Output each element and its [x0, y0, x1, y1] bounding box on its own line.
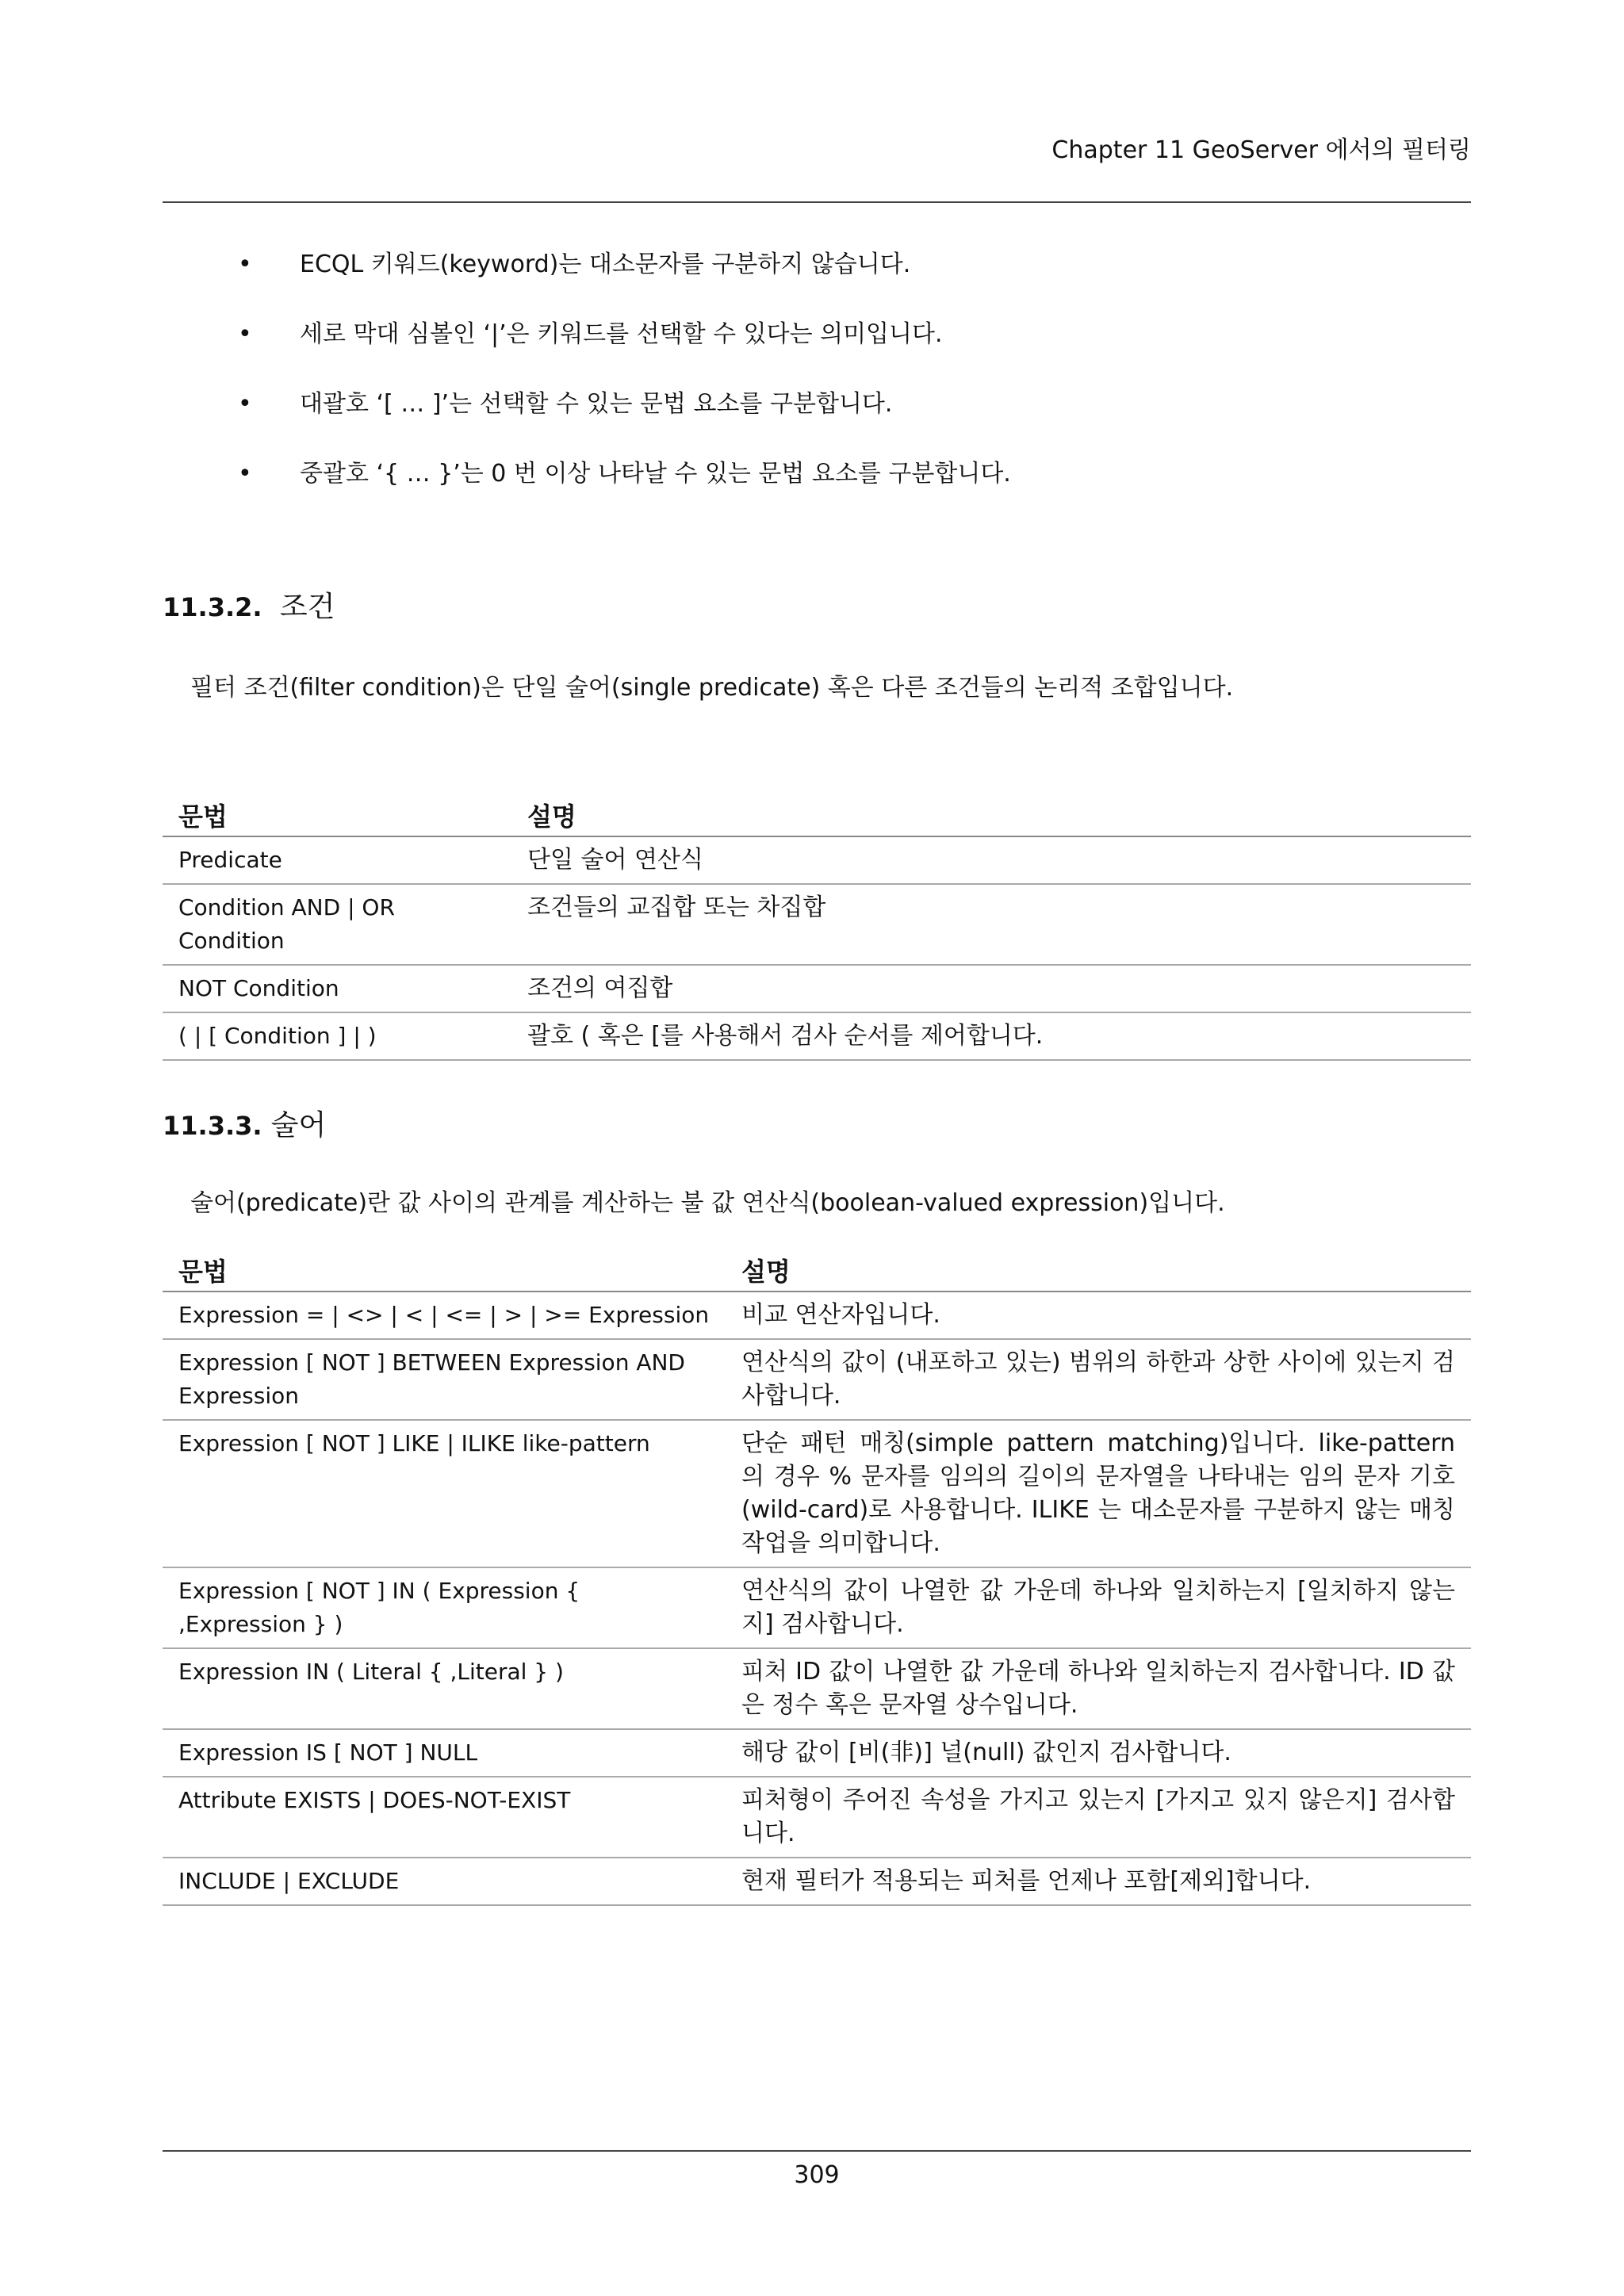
bullet-icon: •: [238, 460, 252, 488]
section-heading: 11.3.3. 술어: [163, 1109, 327, 1142]
table-row: [163, 1339, 1471, 1420]
list-item: • 세로 막대 심볼인 ‘|’은 키워드를 선택할 수 있다는 의미입니다.: [238, 316, 1427, 385]
table-row: [163, 1777, 1471, 1858]
description-cell: 해당 값이 [비(非)] 널(null) 값인지 검사합니다.: [726, 1729, 1471, 1777]
bullet-list: [238, 246, 1427, 525]
description-cell: 조건의 여집합: [511, 965, 1471, 1012]
syntax-cell: Condition AND | OR Condition: [163, 884, 511, 965]
predicate-syntax-table: [163, 1251, 1471, 1906]
list-item: • 대괄호 ‘[ … ]’는 선택할 수 있는 문법 요소를 구분합니다.: [238, 385, 1427, 455]
table-row: [163, 1567, 1471, 1648]
table-row: [163, 1420, 1471, 1567]
table-row: [163, 1729, 1471, 1777]
syntax-cell: Predicate: [163, 836, 511, 884]
description-cell: 단일 술어 연산식: [511, 836, 1471, 884]
table-row: [163, 965, 1471, 1012]
table-row: [163, 884, 1471, 965]
description-cell: 연산식의 값이 나열한 값 가운데 하나와 일치하는지 [일치하지 않는지] 검사합니다.: [726, 1567, 1471, 1648]
table-row: [163, 1292, 1471, 1339]
column-header: 설명: [511, 796, 1471, 836]
syntax-cell: Expression [ NOT ] BETWEEN Expression AND Expression: [163, 1339, 726, 1420]
syntax-cell: Attribute EXISTS | DOES-NOT-EXIST: [163, 1777, 726, 1858]
description-cell: 괄호 ( 혹은 [를 사용해서 검사 순서를 제어합니다.: [511, 1012, 1471, 1060]
table-header-row: [163, 796, 1471, 836]
page-header: [163, 135, 1471, 203]
description-cell: 연산식의 값이 (내포하고 있는) 범위의 하한과 상한 사이에 있는지 검사합니다.: [726, 1339, 1471, 1420]
table-row: [163, 836, 1471, 884]
syntax-cell: INCLUDE | EXCLUDE: [163, 1858, 726, 1905]
section-heading: 11.3.2. 조건: [163, 591, 335, 623]
bullet-icon: •: [238, 390, 252, 418]
table-row: [163, 1012, 1471, 1060]
bullet-icon: •: [238, 251, 252, 278]
syntax-cell: ( | [ Condition ] | ): [163, 1012, 511, 1060]
table-header-row: [163, 1251, 1471, 1292]
description-cell: 현재 필터가 적용되는 피처를 언제나 포함[제외]합니다.: [726, 1858, 1471, 1905]
condition-syntax-table: [163, 796, 1471, 1061]
page-footer: [163, 2150, 1471, 2189]
table-row: [163, 1858, 1471, 1905]
syntax-cell: Expression [ NOT ] LIKE | ILIKE like-pattern: [163, 1420, 726, 1567]
syntax-cell: Expression IN ( Literal { ,Literal } ): [163, 1648, 726, 1729]
description-cell: 피처형이 주어진 속성을 가지고 있는지 [가지고 있지 않은지] 검사합니다.: [726, 1777, 1471, 1858]
list-item: • ECQL 키워드(keyword)는 대소문자를 구분하지 않습니다.: [238, 246, 1427, 316]
column-header: 문법: [163, 796, 511, 836]
section-intro: 술어(predicate)란 값 사이의 관계를 계산하는 불 값 연산식(boolean-valued expression)입니다.: [190, 1189, 1225, 1217]
section-intro: 필터 조건(filter condition)은 단일 술어(single predicate) 혹은 다른 조건들의 논리적 조합입니다.: [190, 674, 1234, 702]
table-row: [163, 1648, 1471, 1729]
column-header: 문법: [163, 1251, 726, 1292]
description-cell: 조건들의 교집합 또는 차집합: [511, 884, 1471, 965]
chapter-title: Chapter 11 GeoServer 에서의 필터링: [1051, 136, 1471, 164]
column-header: 설명: [726, 1251, 1471, 1292]
page-number: 309: [794, 2161, 840, 2189]
syntax-cell: NOT Condition: [163, 965, 511, 1012]
syntax-cell: Expression [ NOT ] IN ( Expression { ,Expression } ): [163, 1567, 726, 1648]
syntax-cell: Expression IS [ NOT ] NULL: [163, 1729, 726, 1777]
description-cell: 단순 패턴 매칭(simple pattern matching)입니다. like-pattern 의 경우 % 문자를 임의의 길이의 문자열을 나타내는 임의 문자 기호(wild-card)로 사용합니다. ILIKE 는 대소문자를 구분하지 않는 매칭 작업을 의미합니다.: [726, 1420, 1471, 1567]
description-cell: 피처 ID 값이 나열한 값 가운데 하나와 일치하는지 검사합니다. ID 값은 정수 혹은 문자열 상수입니다.: [726, 1648, 1471, 1729]
syntax-cell: Expression = | <> | < | <= | > | >= Expression: [163, 1292, 726, 1339]
list-item: • 중괄호 ‘{ … }’는 0 번 이상 나타날 수 있는 문법 요소를 구분합니다.: [238, 455, 1427, 525]
description-cell: 비교 연산자입니다.: [726, 1292, 1471, 1339]
bullet-icon: •: [238, 320, 252, 348]
